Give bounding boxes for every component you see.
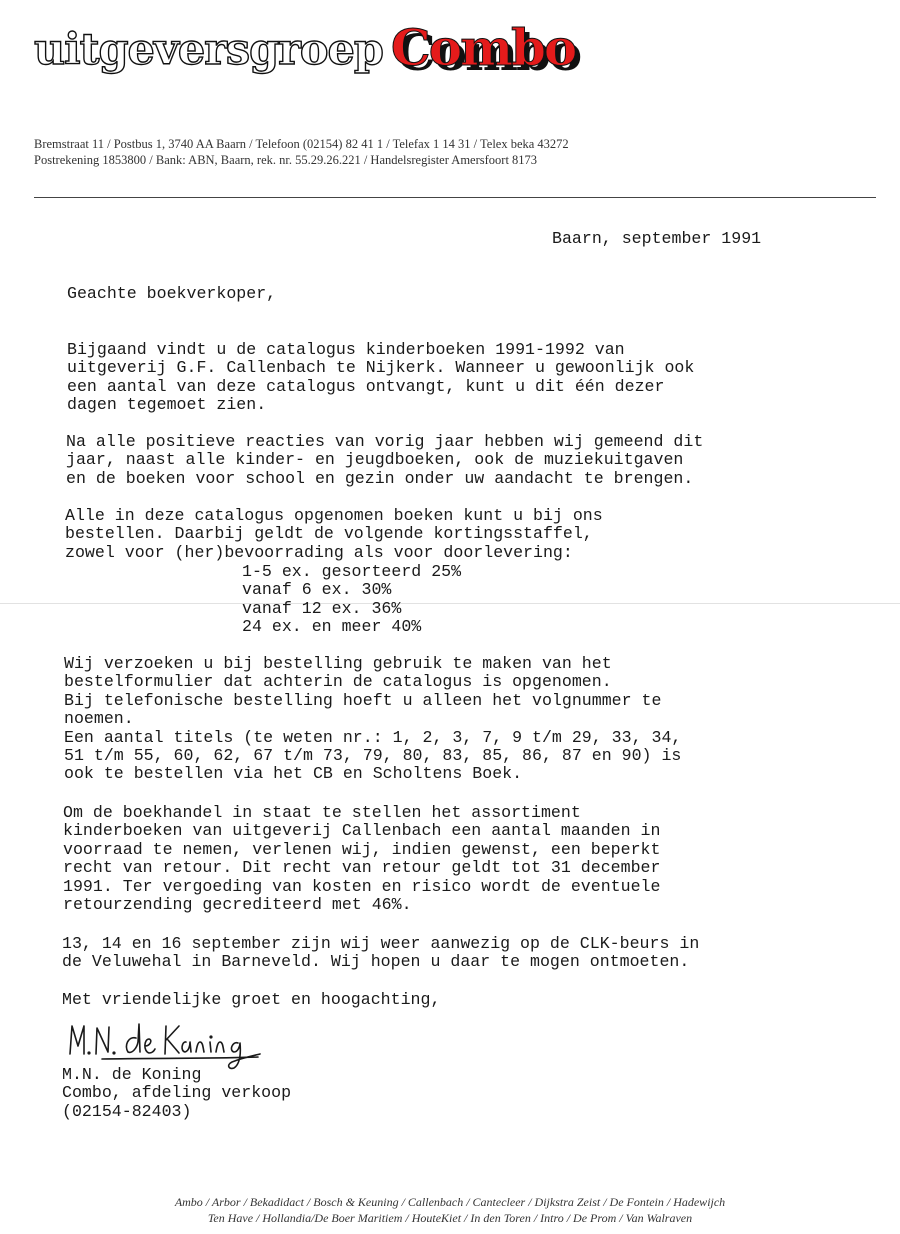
text-line: bestelformulier dat achterin de catalogus is opgenomen. — [64, 672, 612, 692]
text-line: Wij verzoeken u bij bestelling gebruik te maken van het — [64, 654, 612, 673]
discount-tier: vanaf 12 ex. 36% — [242, 598, 402, 618]
paragraph-returns — [63, 804, 660, 914]
footer-imprints-line-2: Ten Have / Hollandia/De Boer Maritiem / HouteKiet / In den Toren / Intro / De Prom / Van Walraven — [207, 1211, 693, 1225]
salutation: Geachte boekverkoper, — [67, 284, 277, 303]
footer-imprints-line-1: Ambo / Arbor / Bekadidact / Bosch & Keuning / Callenbach / Cantecleer / Dijkstra Zeist / De Fontein / Hadewijch — [174, 1195, 726, 1209]
paragraph-order-form — [64, 655, 681, 784]
text-line: en de boeken voor school en gezin onder uw aandacht te brengen. — [66, 468, 694, 488]
sender-phone: (02154-82403) — [62, 1101, 192, 1121]
text-line: 13, 14 en 16 september zijn wij weer aanwezig op de CLK-beurs in — [62, 934, 700, 953]
text-line: ook te bestellen via het CB en Scholtens Boek. — [64, 764, 523, 784]
text-line: een aantal van deze catalogus ontvangt, kunt u dit één dezer — [67, 376, 665, 396]
paragraph-fair — [62, 935, 699, 972]
text-line: retourzending gecrediteerd met 46%. — [63, 895, 412, 915]
text-line: Alle in deze catalogus opgenomen boeken kunt u bij ons — [65, 506, 603, 525]
paragraph-catalogue — [67, 341, 694, 415]
header-divider — [34, 197, 876, 198]
address-line-1: Bremstraat 11 / Postbus 1, 3740 AA Baarn / Telefoon (02154) 82 41 1 / Telefax 1 14 31 / Telex beka 43272 — [34, 137, 569, 151]
sender-department: Combo, afdeling verkoop — [62, 1083, 292, 1103]
text-line: voorraad te nemen, verlenen wij, indien gewenst, een beperkt — [63, 839, 661, 859]
text-line: Om de boekhandel in staat te stellen het assortiment — [63, 803, 581, 822]
text-line: bestellen. Daarbij geldt de volgende kortingsstaffel, — [65, 524, 593, 544]
closing: Met vriendelijke groet en hoogachting, — [62, 990, 441, 1009]
discount-tier: 1-5 ex. gesorteerd 25% — [242, 562, 462, 581]
paragraph-scope — [66, 433, 703, 488]
publisher-logo — [34, 20, 575, 80]
discount-tier: vanaf 6 ex. 30% — [242, 580, 392, 600]
text-line: kinderboeken van uitgeverij Callenbach een aantal maanden in — [63, 821, 661, 841]
text-line: uitgeverij G.F. Callenbach te Nijkerk. Wanneer u gewoonlijk ook — [67, 358, 695, 378]
sender-name: M.N. de Koning — [62, 1065, 202, 1084]
logo-prefix: uitgeversgroep — [34, 25, 383, 75]
text-line: recht van retour. Dit recht van retour geldt tot 31 december — [63, 858, 661, 878]
text-line: noemen. — [64, 709, 134, 729]
discount-tier: 24 ex. en meer 40% — [242, 617, 422, 637]
text-line: Bijgaand vindt u de catalogus kinderboeken 1991-1992 van — [67, 340, 625, 359]
logo-brand: Combo — [390, 18, 576, 77]
paragraph-ordering — [65, 507, 603, 562]
text-line: 1991. Ter vergoeding van kosten en risico wordt de eventuele — [63, 876, 661, 896]
text-line: Bij telefonische bestelling hoeft u alleen het volgnummer te — [64, 690, 662, 710]
letter-date: Baarn, september 1991 — [552, 229, 762, 248]
text-line: dagen tegemoet zien. — [67, 395, 267, 415]
text-line: de Veluwehal in Barneveld. Wij hopen u daar te mogen ontmoeten. — [62, 952, 690, 972]
text-line: Na alle positieve reacties van vorig jaar hebben wij gemeend dit — [66, 432, 704, 451]
sender-block — [62, 1066, 291, 1121]
text-line: zowel voor (her)bevoorrading als voor doorlevering: — [65, 542, 573, 562]
address-line-2: Postrekening 1853800 / Bank: ABN, Baarn, rek. nr. 55.29.26.221 / Handelsregister Amersfoort 8173 — [34, 153, 538, 167]
discount-scale — [242, 563, 461, 637]
text-line: Een aantal titels (te weten nr.: 1, 2, 3, 7, 9 t/m 29, 33, 34, — [64, 727, 682, 747]
text-line: 51 t/m 55, 60, 62, 67 t/m 73, 79, 80, 83, 85, 86, 87 en 90) is — [64, 746, 682, 766]
text-line: jaar, naast alle kinder- en jeugdboeken, ook de muziekuitgaven — [66, 450, 684, 470]
